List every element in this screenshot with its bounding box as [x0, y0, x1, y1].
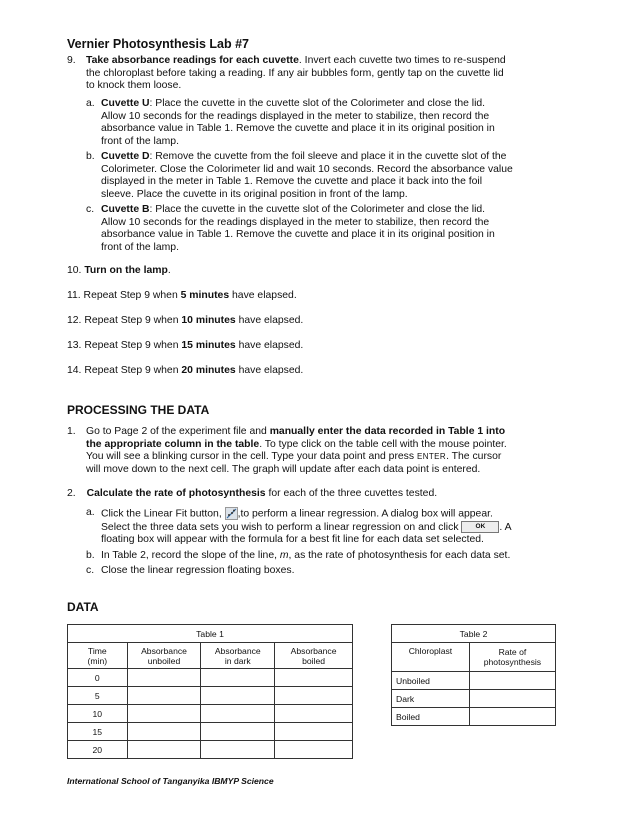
step-9-line: to knock them loose.: [86, 80, 182, 92]
data-cell[interactable]: [201, 687, 275, 705]
step-duration: 5 minutes: [180, 290, 230, 301]
step-line: absorbance value in Table 1. Remove the cuvette and place it in its original position in: [101, 229, 495, 241]
step-bold: manually enter the data recorded in Table 1 into: [269, 426, 506, 437]
step-line: front of the lamp.: [101, 241, 179, 253]
step-text: for each of the three cuvettes tested.: [265, 488, 438, 499]
processing-item-2b: [86, 550, 566, 563]
data-heading: DATA: [67, 600, 99, 614]
step-line: displayed in the meter in Table 1. Remove the cuvette and place it back into the foil: [101, 176, 483, 188]
step-bold: Calculate the rate of photosynthesis: [86, 488, 266, 499]
data-cell[interactable]: [201, 723, 275, 741]
step-number: 1.: [67, 426, 76, 437]
step-text: 13. Repeat Step 9 when: [67, 340, 182, 351]
step-14: [67, 365, 303, 378]
time-cell: 0: [68, 669, 128, 687]
step-10-bold: Turn on the lamp: [84, 265, 168, 276]
step-text: Close the linear regression floating boxes.: [101, 565, 295, 576]
processing-heading: PROCESSING THE DATA: [67, 403, 210, 417]
column-header: Time (min): [68, 643, 128, 669]
time-cell: 15: [68, 723, 128, 741]
step-9a: [86, 98, 566, 148]
step-9c: [86, 204, 566, 254]
table-2: [391, 624, 556, 726]
step-number: 9.: [67, 55, 76, 66]
data-cell[interactable]: [275, 687, 353, 705]
data-cell[interactable]: [127, 705, 201, 723]
linear-fit-icon[interactable]: [225, 507, 238, 520]
page-footer: International School of Tanganyika IBMYP Science: [67, 776, 274, 786]
table-row: [68, 741, 353, 759]
data-cell[interactable]: [127, 741, 201, 759]
data-cell[interactable]: [201, 669, 275, 687]
table-row: [68, 723, 353, 741]
step-10-tail: .: [167, 265, 171, 276]
time-cell: 5: [68, 687, 128, 705]
step-text: . A: [499, 521, 512, 533]
sub-letter: c.: [86, 565, 95, 576]
time-cell: 10: [68, 705, 128, 723]
data-cell[interactable]: [201, 705, 275, 723]
sub-letter: a.: [86, 98, 95, 109]
column-header: Absorbance in dark: [201, 643, 275, 669]
step-line: Allow 10 seconds for the readings displayed in the meter to stabilize, then record the: [101, 110, 490, 122]
table-title: Table 2: [392, 625, 556, 643]
table-row: [392, 708, 556, 726]
data-cell[interactable]: [201, 741, 275, 759]
page-title: Vernier Photosynthesis Lab #7: [67, 37, 250, 51]
step-text: 14. Repeat Step 9 when: [67, 365, 182, 376]
step-text: In Table 2, record the slope of the line,: [101, 550, 280, 561]
chloroplast-cell: Unboiled: [392, 672, 470, 690]
cuvette-label: Cuvette D: [101, 151, 150, 162]
step-duration: 15 minutes: [181, 340, 236, 351]
table-row: [392, 672, 556, 690]
step-duration: 10 minutes: [181, 315, 236, 326]
step-line: Colorimeter. Close the Colorimeter lid and wait 10 seconds. Record the absorbance value: [101, 163, 513, 175]
step-text: , as the rate of photosynthesis for each data set.: [288, 550, 511, 561]
step-text: have elapsed.: [235, 315, 304, 326]
processing-item-2a: [86, 507, 566, 547]
data-cell[interactable]: [127, 723, 201, 741]
table-row: [392, 690, 556, 708]
step-text: have elapsed.: [235, 365, 304, 376]
chloroplast-cell: Dark: [392, 690, 470, 708]
step-text: Select the three data sets you wish to perform a linear regression on and click: [101, 521, 462, 533]
step-number: 10.: [67, 265, 82, 276]
step-text: floating box will appear with the formula for a best fit line for each data set selected.: [101, 534, 484, 546]
step-line: : Remove the cuvette from the foil sleeve and place it in the cuvette slot of the: [149, 151, 507, 162]
step-text: have elapsed.: [235, 340, 304, 351]
step-text: ,to perform a linear regression. A dialog box will appear.: [237, 508, 493, 520]
slope-variable: m: [279, 550, 289, 561]
step-12: [67, 315, 303, 328]
data-cell[interactable]: [275, 723, 353, 741]
step-line: : Place the cuvette in the cuvette slot of the Colorimeter and close the lid.: [149, 204, 486, 215]
cuvette-label: Cuvette U: [101, 98, 150, 109]
data-cell[interactable]: [275, 705, 353, 723]
data-cell[interactable]: [275, 669, 353, 687]
sub-letter: a.: [86, 507, 95, 518]
enter-key: ENTER: [416, 452, 447, 462]
column-header: Rate of photosynthesis: [469, 643, 555, 672]
step-duration: 20 minutes: [181, 365, 236, 376]
step-line: absorbance value in Table 1. Remove the cuvette and place it in its original position in: [101, 123, 495, 135]
cuvette-label: Cuvette B: [101, 204, 150, 215]
step-9: [67, 55, 567, 93]
step-9-line: . Invert each cuvette two times to re-suspend: [298, 55, 506, 66]
table-title: Table 1: [68, 625, 353, 643]
processing-item-2c: [86, 565, 566, 578]
sub-letter: c.: [86, 204, 95, 215]
data-cell[interactable]: [275, 741, 353, 759]
table-row: [68, 705, 353, 723]
step-11: [67, 290, 297, 303]
table-row: [68, 669, 353, 687]
step-text: . The cursor: [446, 451, 502, 463]
step-text: Click the Linear Fit button,: [101, 508, 225, 520]
step-text: will move down to the next cell. The graph will update after each data point is entered.: [86, 463, 481, 475]
step-text: 12. Repeat Step 9 when: [67, 315, 182, 326]
step-line: sleeve. Place the cuvette in its original position in front of the lamp.: [101, 188, 408, 200]
step-9b: [86, 151, 566, 201]
step-text: have elapsed.: [229, 290, 297, 301]
column-header: Chloroplast: [392, 643, 470, 672]
data-cell[interactable]: [469, 690, 555, 708]
step-number: 2.: [67, 488, 76, 499]
chloroplast-cell: Boiled: [392, 708, 470, 726]
step-text: . To type click on the table cell with the mouse pointer.: [259, 438, 507, 450]
step-text: Go to Page 2 of the experiment file and: [86, 426, 270, 437]
step-line: front of the lamp.: [101, 135, 179, 147]
step-line: Allow 10 seconds for the readings displayed in the meter to stabilize, then record the: [101, 216, 490, 228]
step-line: : Place the cuvette in the cuvette slot of the Colorimeter and close the lid.: [149, 98, 486, 109]
step-text: You will see a blinking cursor in the cell. Type your data point and press: [86, 451, 417, 463]
processing-item-1: [67, 426, 567, 476]
column-header: Absorbance unboiled: [127, 643, 201, 669]
data-cell[interactable]: [469, 672, 555, 690]
data-cell[interactable]: [469, 708, 555, 726]
step-13: [67, 340, 303, 353]
table-1: [67, 624, 353, 759]
processing-item-2: [67, 488, 567, 501]
step-bold: the appropriate column in the table: [86, 438, 260, 450]
step-9-bold: Take absorbance readings for each cuvette: [86, 55, 299, 66]
step-text: 11. Repeat Step 9 when: [67, 290, 181, 301]
sub-letter: b.: [86, 550, 95, 561]
data-cell[interactable]: [127, 669, 201, 687]
table-row: [68, 687, 353, 705]
sub-letter: b.: [86, 151, 95, 162]
step-9-line: the chloroplast before taking a reading. If any air bubbles form, gently tap on the cuvette lid: [86, 67, 504, 79]
time-cell: 20: [68, 741, 128, 759]
column-header: Absorbance boiled: [275, 643, 353, 669]
ok-button[interactable]: OK: [461, 521, 499, 533]
data-cell[interactable]: [127, 687, 201, 705]
step-10: [67, 265, 171, 278]
